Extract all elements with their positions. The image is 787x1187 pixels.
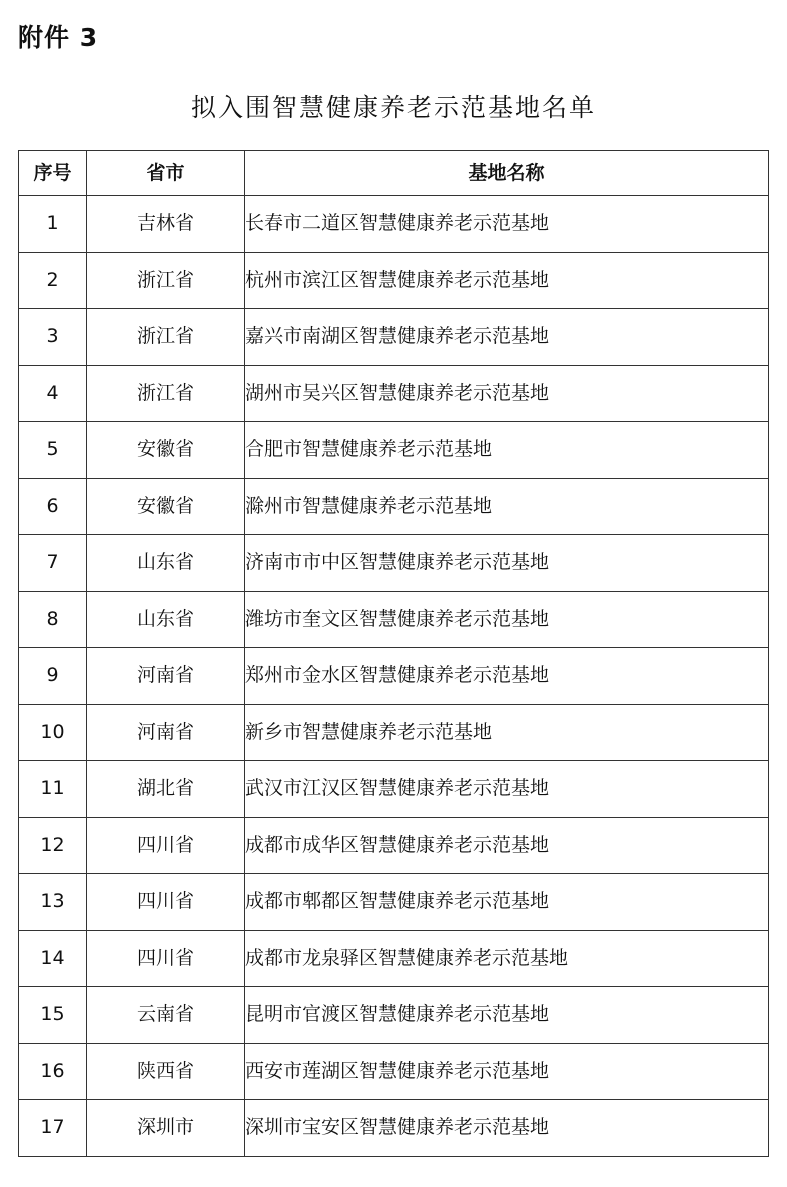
table-row bbox=[19, 1100, 769, 1157]
row-province: 浙江省 bbox=[87, 309, 245, 366]
table-header-row bbox=[19, 151, 769, 196]
row-base-name: 潍坊市奎文区智慧健康养老示范基地 bbox=[245, 591, 769, 648]
row-number: 17 bbox=[19, 1100, 87, 1157]
row-province: 四川省 bbox=[87, 817, 245, 874]
row-province: 云南省 bbox=[87, 987, 245, 1044]
row-number: 7 bbox=[19, 535, 87, 592]
row-province: 安徽省 bbox=[87, 478, 245, 535]
row-base-name: 新乡市智慧健康养老示范基地 bbox=[245, 704, 769, 761]
row-number: 15 bbox=[19, 987, 87, 1044]
row-province: 河南省 bbox=[87, 704, 245, 761]
row-province: 河南省 bbox=[87, 648, 245, 705]
row-base-name: 长春市二道区智慧健康养老示范基地 bbox=[245, 196, 769, 253]
row-base-name: 成都市成华区智慧健康养老示范基地 bbox=[245, 817, 769, 874]
table-row bbox=[19, 365, 769, 422]
row-base-name: 嘉兴市南湖区智慧健康养老示范基地 bbox=[245, 309, 769, 366]
row-province: 安徽省 bbox=[87, 422, 245, 479]
row-base-name: 成都市龙泉驿区智慧健康养老示范基地 bbox=[245, 930, 769, 987]
row-province: 四川省 bbox=[87, 874, 245, 931]
row-base-name: 杭州市滨江区智慧健康养老示范基地 bbox=[245, 252, 769, 309]
row-base-name: 郑州市金水区智慧健康养老示范基地 bbox=[245, 648, 769, 705]
row-province: 深圳市 bbox=[87, 1100, 245, 1157]
row-number: 14 bbox=[19, 930, 87, 987]
row-province: 山东省 bbox=[87, 535, 245, 592]
column-header-province: 省市 bbox=[87, 151, 245, 196]
row-base-name: 合肥市智慧健康养老示范基地 bbox=[245, 422, 769, 479]
table-row bbox=[19, 535, 769, 592]
row-number: 11 bbox=[19, 761, 87, 818]
base-list-table bbox=[18, 150, 769, 1157]
table-row bbox=[19, 252, 769, 309]
row-base-name: 湖州市吴兴区智慧健康养老示范基地 bbox=[245, 365, 769, 422]
row-province: 山东省 bbox=[87, 591, 245, 648]
row-number: 4 bbox=[19, 365, 87, 422]
row-province: 浙江省 bbox=[87, 365, 245, 422]
column-header-base-name: 基地名称 bbox=[245, 151, 769, 196]
row-number: 10 bbox=[19, 704, 87, 761]
column-header-number: 序号 bbox=[19, 151, 87, 196]
row-number: 9 bbox=[19, 648, 87, 705]
table-row bbox=[19, 704, 769, 761]
table-row bbox=[19, 874, 769, 931]
table-row bbox=[19, 817, 769, 874]
row-number: 5 bbox=[19, 422, 87, 479]
row-province: 吉林省 bbox=[87, 196, 245, 253]
row-province: 浙江省 bbox=[87, 252, 245, 309]
row-number: 12 bbox=[19, 817, 87, 874]
table-row bbox=[19, 422, 769, 479]
row-number: 1 bbox=[19, 196, 87, 253]
row-province: 湖北省 bbox=[87, 761, 245, 818]
row-base-name: 昆明市官渡区智慧健康养老示范基地 bbox=[245, 987, 769, 1044]
table-row bbox=[19, 987, 769, 1044]
row-number: 3 bbox=[19, 309, 87, 366]
row-number: 8 bbox=[19, 591, 87, 648]
row-base-name: 济南市市中区智慧健康养老示范基地 bbox=[245, 535, 769, 592]
table-row bbox=[19, 478, 769, 535]
row-number: 6 bbox=[19, 478, 87, 535]
row-base-name: 成都市郫都区智慧健康养老示范基地 bbox=[245, 874, 769, 931]
row-province: 陕西省 bbox=[87, 1043, 245, 1100]
row-province: 四川省 bbox=[87, 930, 245, 987]
row-number: 2 bbox=[19, 252, 87, 309]
table-row bbox=[19, 648, 769, 705]
table-row bbox=[19, 309, 769, 366]
attachment-label: 附件 3 bbox=[18, 23, 99, 52]
row-number: 16 bbox=[19, 1043, 87, 1100]
row-number: 13 bbox=[19, 874, 87, 931]
row-base-name: 武汉市江汉区智慧健康养老示范基地 bbox=[245, 761, 769, 818]
row-base-name: 深圳市宝安区智慧健康养老示范基地 bbox=[245, 1100, 769, 1157]
document-title: 拟入围智慧健康养老示范基地名单 bbox=[190, 93, 596, 122]
table-row bbox=[19, 591, 769, 648]
row-base-name: 西安市莲湖区智慧健康养老示范基地 bbox=[245, 1043, 769, 1100]
table-row bbox=[19, 196, 769, 253]
table-row bbox=[19, 930, 769, 987]
row-base-name: 滁州市智慧健康养老示范基地 bbox=[245, 478, 769, 535]
table-row bbox=[19, 1043, 769, 1100]
table-row bbox=[19, 761, 769, 818]
